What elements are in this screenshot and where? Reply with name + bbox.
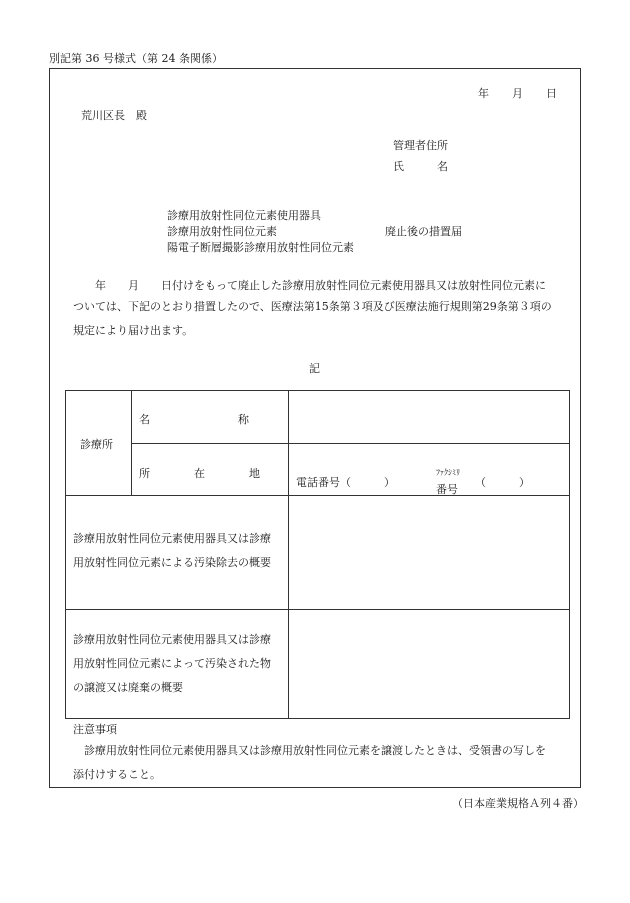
decontamination-label-line-2: 用放射性同位元素による汚染除去の概要 xyxy=(73,556,271,569)
date-year-label: 年 xyxy=(478,87,489,100)
ki-heading: 記 xyxy=(309,362,320,375)
decontamination-label-line-1: 診療用放射性同位元素使用器具又は診療 xyxy=(73,532,271,545)
date-day-label: 日 xyxy=(546,87,557,100)
title-suffix: 廃止後の措置届 xyxy=(385,225,462,238)
fax-label-top: ﾌｧｸｼﾐﾘ xyxy=(436,468,460,477)
name-label: 氏 名 xyxy=(393,160,448,173)
date-month-label: 月 xyxy=(512,87,523,100)
manager-address-label: 管理者住所 xyxy=(393,139,448,152)
title-item-2: 診療用放射性同位元素 xyxy=(167,225,277,238)
clinic-location-label: 所 在 地 xyxy=(139,467,260,480)
phone-label: 電話番号（ ） xyxy=(296,476,395,489)
form-number: 別記第 36 号様式（第 24 条関係） xyxy=(49,52,223,65)
body-line-2: ついては、下記のとおり措置したので、医療法第15条第３項及び医療法施行規則第29条第３項の xyxy=(73,300,552,313)
clinic-label: 診療所 xyxy=(80,438,113,451)
addressee: 荒川区長 殿 xyxy=(81,109,147,122)
notes-heading: 注意事項 xyxy=(73,723,117,736)
body-line-3: 規定により届け出ます。 xyxy=(73,324,194,337)
body-line-1: 年 月 日付けをもって廃止した診療用放射性同位元素使用器具又は放射性同位元素に xyxy=(73,279,546,292)
paper-size-note: （日本産業規格Ａ列４番） xyxy=(452,797,584,810)
notes-line-1: 診療用放射性同位元素使用器具又は診療用放射性同位元素を譲渡したときは、受領書の写しを xyxy=(73,744,546,757)
disposal-label-line-1: 診療用放射性同位元素使用器具又は診療 xyxy=(73,633,271,646)
clinic-name-label: 名 称 xyxy=(139,413,249,426)
title-item-1: 診療用放射性同位元素使用器具 xyxy=(167,209,321,222)
fax-paren: （ ） xyxy=(475,476,530,489)
title-item-3: 陽電子断層撮影診療用放射性同位元素 xyxy=(167,241,354,254)
disposal-label-line-2: 用放射性同位元素によって汚染された物 xyxy=(73,657,271,670)
notes-line-2: 添付けすること。 xyxy=(73,768,161,781)
fax-label-bottom: 番号 xyxy=(436,483,458,496)
disposal-label-line-3: の譲渡又は廃棄の概要 xyxy=(73,681,183,694)
